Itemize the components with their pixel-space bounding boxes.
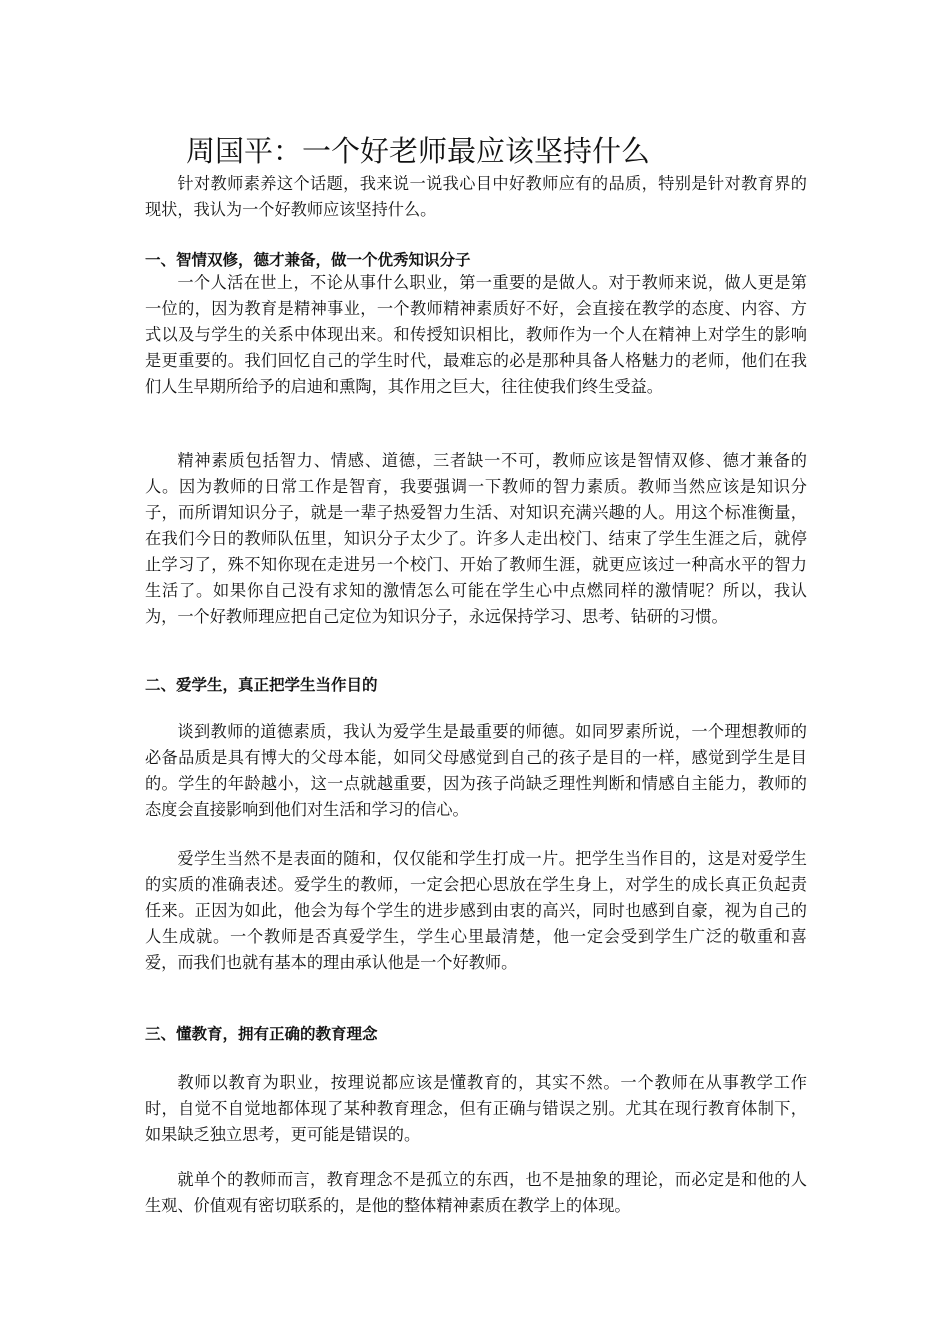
intro-paragraph: 针对教师素养这个话题，我来说一说我心目中好教师应有的品质，特别是针对教育界的现状，我认为一个好教师应该坚持什么。 (145, 174, 807, 219)
document-title: 周国平：一个好老师最应该坚持什么 (186, 134, 651, 168)
section-3-paragraph-1: 教师以教育为职业，按理说都应该是懂教育的，其实不然。一个教师在从事教学工作时，自觉不自觉地都体现了某种教育理念，但有正确与错误之别。尤其在现行教育体制下，如果缺乏独立思考，更可能是错误的。 (145, 1073, 807, 1144)
section-2-paragraph-2: 爱学生当然不是表面的随和，仅仅能和学生打成一片。把学生当作目的，这是对爱学生的实质的准确表述。爱学生的教师，一定会把心思放在学生身上，对学生的成长真正负起责任来。正因为如此，他会为每个学生的进步感到由衷的高兴，同时也感到自豪，视为自己的人生成就。一个教师是否真爱学生，学生心里最清楚，他一定会受到学生广泛的敬重和喜爱，而我们也就有基本的理由承认他是一个好教师。 (145, 849, 807, 972)
section-2-heading: 二、爱学生，真正把学生当作目的 (145, 676, 378, 694)
section-3-heading: 三、懂教育，拥有正确的教育理念 (145, 1025, 378, 1043)
section-1-heading: 一、智情双修，德才兼备，做一个优秀知识分子 (145, 251, 471, 269)
section-3-paragraph-2: 就单个的教师而言，教育理念不是孤立的东西，也不是抽象的理论，而必定是和他的人生观、价值观有密切联系的，是他的整体精神素质在教学上的体现。 (145, 1170, 807, 1215)
section-2-paragraph-1: 谈到教师的道德素质，我认为爱学生是最重要的师德。如同罗素所说，一个理想教师的必备品质是具有博大的父母本能，如同父母感觉到自己的孩子是目的一样，感觉到学生是目的。学生的年龄越小，这一点就越重要，因为孩子尚缺乏理性判断和情感自主能力，教师的态度会直接影响到他们对生活和学习的信心。 (145, 722, 807, 819)
section-1-paragraph-1: 一个人活在世上，不论从事什么职业，第一重要的是做人。对于教师来说，做人更是第一位的，因为教育是精神事业，一个教师精神素质好不好，会直接在教学的态度、内容、方式以及与学生的关系中体现出来。和传授知识相比，教师作为一个人在精神上对学生的影响是更重要的。我们回忆自己的学生时代，最难忘的必是那种具备人格魅力的老师，他们在我们人生早期所给予的启迪和熏陶，其作用之巨大，往往使我们终生受益。 (145, 273, 807, 396)
section-1-paragraph-2: 精神素质包括智力、情感、道德，三者缺一不可，教师应该是智情双修、德才兼备的人。因为教师的日常工作是智育，我要强调一下教师的智力素质。教师当然应该是知识分子，而所谓知识分子，就是一辈子热爱智力生活、对知识充满兴趣的人。用这个标准衡量，在我们今日的教师队伍里，知识分子太少了。许多人走出校门、结束了学生生涯之后，就停止学习了，殊不知你现在走进另一个校门、开始了教师生涯，就更应该过一种高水平的智力生活了。如果你自己没有求知的激情怎么可能在学生心中点燃同样的激情呢？所以，我认为，一个好教师理应把自己定位为知识分子，永远保持学习、思考、钻研的习惯。 (145, 451, 807, 626)
